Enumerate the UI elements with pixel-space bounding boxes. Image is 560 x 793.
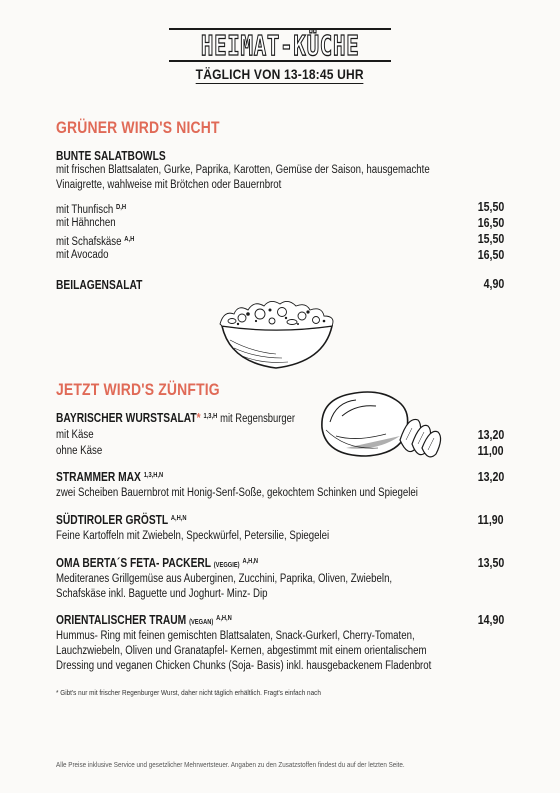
title-frame xyxy=(169,28,391,62)
item-name-wurstsalat xyxy=(56,411,295,425)
allergen-codes: A,H xyxy=(124,236,135,243)
item-name-groestl xyxy=(56,513,186,527)
item-name-feta-packerl xyxy=(56,556,258,570)
price: 11,00 xyxy=(477,444,504,458)
item-desc-2: Lauchzwiebeln, Oliven und Granatapfel- Kernen, abgestimmt mit einem orientalischem xyxy=(56,645,427,657)
price: 15,50 xyxy=(477,200,504,214)
price: 13,20 xyxy=(477,428,504,442)
allergen-codes: D,H xyxy=(115,204,127,211)
item-name-beilagensalat: BEILAGENSALAT xyxy=(56,278,143,292)
menu-header xyxy=(0,28,560,84)
item-name-orientalischer-traum xyxy=(56,613,232,627)
salad-bowl-illustration xyxy=(212,294,340,372)
item-name-strammer-max xyxy=(56,470,163,484)
opening-hours: TÄGLICH VON 13-18:45 UHR xyxy=(195,66,365,82)
diet-tag: (VEGAN) xyxy=(189,619,214,626)
price: 4,90 xyxy=(483,277,504,291)
footnote-star: * xyxy=(196,411,201,425)
dish-name: OMA BERTA´S FETA- PACKERL xyxy=(56,556,211,570)
option-label: mit Schafskäse xyxy=(56,236,122,248)
item-name-salatbowls: BUNTE SALATBOWLS xyxy=(56,149,166,163)
dish-name: STRAMMER MAX xyxy=(56,470,141,484)
item-desc-2: Schafskäse inkl. Baguette und Joghurt- Minz- Dip xyxy=(56,588,268,600)
option-label: mit Hähnchen xyxy=(56,217,116,229)
option-label: mit Käse xyxy=(56,429,94,441)
dish-name: ORIENTALISCHER TRAUM xyxy=(56,613,187,627)
dish-name: SÜDTIROLER GRÖSTL xyxy=(56,513,169,527)
item-desc-3: Dressing und veganen Chicken Chunks (Soja- Basis) inkl. hausgebackenem Fladenbrot xyxy=(56,660,432,672)
item-desc-1: Hummus- Ring mit feinen gemischten Blattsalaten, Snack-Gurkerl, Cherry-Tomaten, xyxy=(56,630,415,642)
allergen-codes: A,H,N xyxy=(216,615,232,622)
bread-loaf-illustration xyxy=(316,386,448,464)
item-desc: zwei Scheiben Bauernbrot mit Honig-Senf-Soße, gekochtem Schinken und Spiegelei xyxy=(56,487,418,499)
price: 16,50 xyxy=(477,248,504,262)
option-label: mit Thunfisch xyxy=(56,204,114,216)
price: 14,90 xyxy=(477,613,504,627)
allergen-codes: A,H,N xyxy=(170,515,187,522)
option-label: mit Avocado xyxy=(56,249,109,261)
item-desc-1: Mediteranes Grillgemüse aus Auberginen, Zucchini, Paprika, Oliven, Zwiebeln, xyxy=(56,573,393,585)
allergen-codes: 1,3,H xyxy=(203,413,218,420)
price: 13,50 xyxy=(477,556,504,570)
allergen-codes: A,H,N xyxy=(242,558,259,565)
item-desc-salatbowls-2: Vinaigrette, wahlweise mit Brötchen oder Bauernbrot xyxy=(56,179,282,191)
dish-name: BAYRISCHER WURSTSALAT xyxy=(56,411,197,425)
option-row xyxy=(56,248,108,263)
dish-suffix: mit Regensburger xyxy=(220,413,296,425)
footer-note: Alle Preise inklusive Service und gesetzlicher Mehrwertsteuer. Angaben zu den Zusatzstoffen findest du auf der letzten Seite. xyxy=(56,760,405,769)
item-desc: Feine Kartoffeln mit Zwiebeln, Speckwürfel, Petersilie, Spiegelei xyxy=(56,530,330,542)
footnote: * Gibt's nur mit frischer Regenburger Wurst, daher nicht täglich erhältlich. Fragt's einfach nach xyxy=(56,688,321,697)
option-label: ohne Käse xyxy=(56,445,103,457)
price: 16,50 xyxy=(477,216,504,230)
allergen-codes: 1,3,H,N xyxy=(143,472,164,479)
diet-tag: (VEGGIE) xyxy=(213,562,240,569)
price: 15,50 xyxy=(477,232,504,246)
price: 11,90 xyxy=(477,513,504,527)
item-desc-salatbowls-1: mit frischen Blattsalaten, Gurke, Paprika, Karotten, Gemüse der Saison, hausgemachte xyxy=(56,164,430,176)
section-title-hearty: JETZT WIRD'S ZÜNFTIG xyxy=(56,380,220,399)
price: 13,20 xyxy=(477,470,504,484)
section-title-salads: GRÜNER WIRD'S NICHT xyxy=(56,118,220,137)
page-title: HEIMAT-KÜCHE xyxy=(200,29,360,62)
option-row xyxy=(56,216,116,231)
